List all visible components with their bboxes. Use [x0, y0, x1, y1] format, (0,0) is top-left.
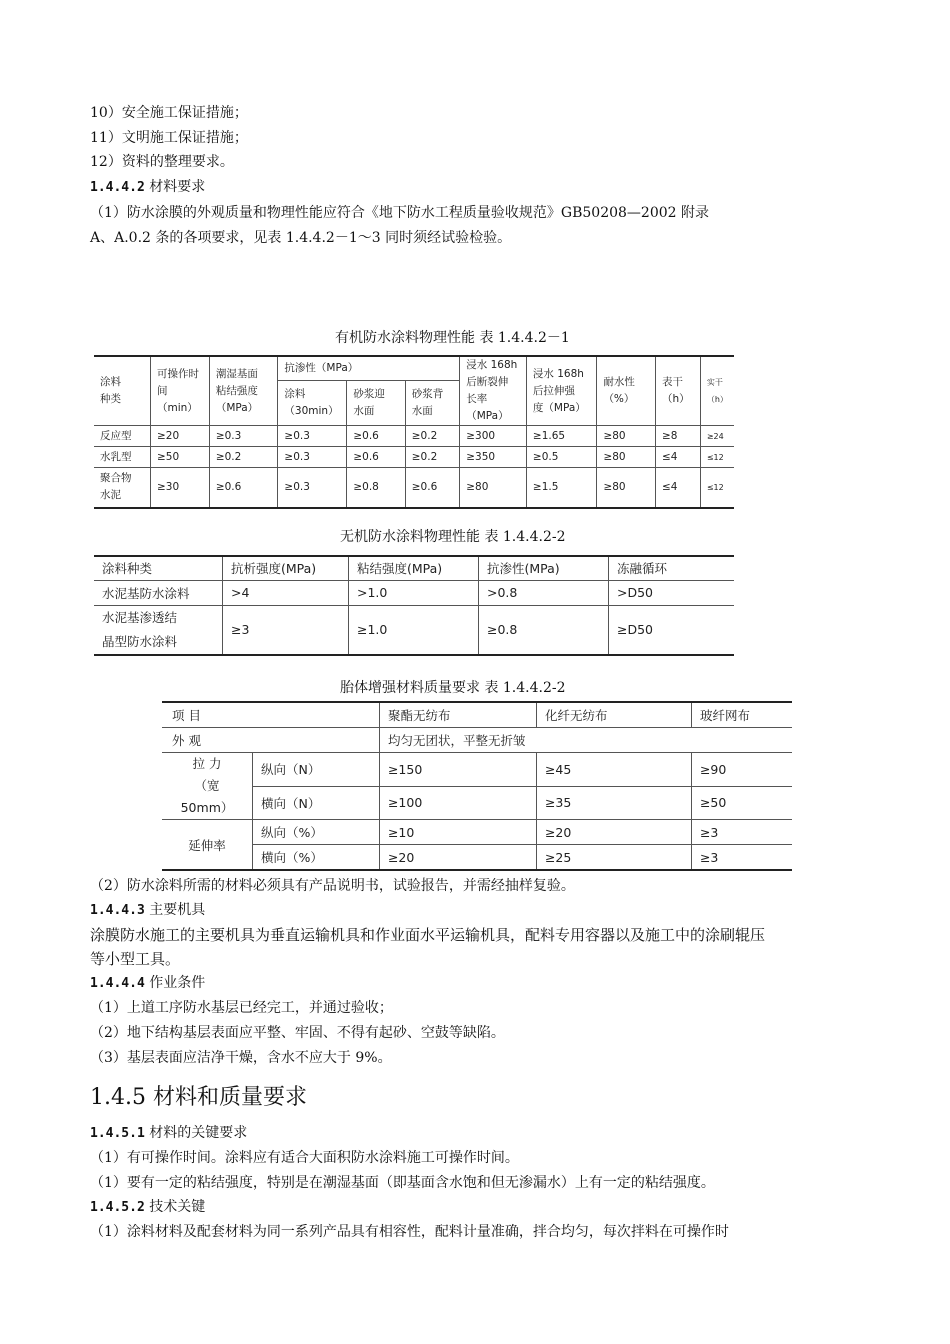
tech-key-1: （1）涂料材料及配套材料为同一系列产品具有相容性，配料计量准确，拌合均匀，每次拌料在可操作时: [90, 1224, 729, 1240]
table-row: [162, 845, 792, 871]
section-number: 1.4.4.3: [90, 903, 145, 918]
cell-imp-c: ≥0.6: [405, 468, 460, 508]
cell-imp-c: ≥0.2: [405, 426, 460, 447]
paragraph-1-cont: A、A.0.2 条的各项要求，见表 1.4.4.2－1～3 同时须经试验检验。: [90, 230, 512, 246]
hdr-time-1: 可操作时: [156, 367, 199, 380]
hdr-elong-1: 浸水 168h: [466, 359, 518, 371]
hdr-dry-1: 表干: [661, 376, 683, 388]
cell-hard: ≤12: [700, 468, 734, 508]
table1-caption: 有机防水涂料物理性能 表 1.4.4.2－1: [335, 330, 570, 346]
cell-synthetic: ≥45: [536, 753, 691, 787]
cell-synthetic: ≥35: [536, 786, 691, 820]
cell-elong: ≥300: [460, 426, 527, 447]
section-number: 1.4.4.4: [90, 976, 145, 991]
table-row: [162, 753, 792, 787]
hdr-synthetic: 化纤无纺布: [536, 702, 691, 728]
section-title: 作业条件: [144, 975, 206, 991]
cell-imp-b: ≥0.6: [347, 426, 405, 447]
section-title: 材料要求: [144, 179, 206, 195]
cell-appearance-value: 均匀无团状，平整无折皱: [379, 728, 792, 753]
hdr-wet-1: 潮湿基面: [215, 367, 258, 380]
section-1452-heading: [90, 1197, 205, 1218]
cell-name: 水泥基防水涂料: [94, 580, 223, 605]
list-item-10: 10）安全施工保证措施；: [90, 105, 248, 121]
cell-direction: 横向（%）: [253, 845, 380, 871]
cell-name: [94, 605, 223, 655]
section-title: 技术关键: [144, 1199, 206, 1215]
condition-1: （1）上道工序防水基层已经完工，并通过验收；: [90, 1000, 393, 1016]
table-row: [94, 580, 734, 605]
cell-bond: ≥1.0: [349, 605, 479, 655]
cell-flexural: >4: [223, 580, 349, 605]
hdr-tens-3: 度（MPa）: [532, 401, 586, 414]
section-1442-heading: [90, 177, 205, 198]
hdr-type-2: 种类: [100, 393, 121, 405]
tension-label-1: 拉 力: [192, 756, 222, 771]
cell-wet: ≥0.3: [209, 426, 278, 447]
paragraph-3-cont: 等小型工具。: [90, 950, 181, 968]
hdr-imp-b1: 砂浆迎: [353, 387, 385, 400]
section-number: 1.4.5.2: [90, 1200, 145, 1215]
cell-tens: ≥1.5: [526, 468, 597, 508]
hdr-imp-a1: 涂料: [284, 387, 306, 400]
cell-hard: ≤12: [700, 447, 734, 468]
cell-polyester: ≥100: [379, 786, 536, 820]
condition-2: （2）地下结构基层表面应平整、牢固、不得有起砂、空鼓等缺陷。: [90, 1025, 505, 1041]
hdr-tens-1: 浸水 168h: [532, 367, 584, 380]
cell-polyester: ≥20: [379, 845, 536, 871]
hdr-type-1: 涂料: [100, 376, 121, 388]
table-row: [162, 786, 792, 820]
cell-dry: ≤4: [655, 447, 700, 468]
hdr-hard-2: （h）: [706, 395, 728, 404]
cell-name: 水乳型: [94, 447, 150, 468]
section-number: 1.4.4.2: [90, 180, 145, 195]
hdr-water-2: （%）: [603, 393, 635, 405]
cell-direction: 横向（N）: [253, 786, 380, 820]
cell-imp-b: ≥0.8: [347, 468, 405, 508]
cell-name-1: 水泥基渗透结: [102, 609, 178, 625]
organic-coating-table: [94, 355, 734, 509]
paragraph-2: （2）防水涂料所需的材料必须具有产品说明书，试验报告，并需经抽样复验。: [90, 878, 575, 894]
hdr-wet-2: 粘结强度: [215, 384, 258, 397]
cell-elong: ≥350: [460, 447, 527, 468]
cell-glass-fiber: ≥90: [691, 753, 792, 787]
cell-wet: ≥0.2: [209, 447, 278, 468]
cell-direction: 纵向（N）: [253, 753, 380, 787]
cell-name-2: 水泥: [100, 489, 121, 502]
paragraph-3: 涂膜防水施工的主要机具为垂直运输机具和作业面水平运输机具，配料专用容器以及施工中的涂刷辊压: [90, 926, 766, 944]
hdr-type: 涂料种类: [102, 561, 153, 577]
cell-synthetic: ≥25: [536, 845, 691, 871]
section-1444-heading: [90, 973, 205, 994]
cell-glass-fiber: ≥3: [691, 820, 792, 845]
hdr-imp-b2: 水面: [353, 404, 375, 417]
hdr-wet-3: （MPa）: [215, 401, 259, 414]
requirement-2: （1）要有一定的粘结强度，特别是在潮湿基面（即基面含水饱和但无渗漏水）上有一定的粘结强度。: [90, 1175, 715, 1191]
hdr-hard-1: 实干: [706, 378, 723, 387]
section-1451-heading: [90, 1123, 247, 1144]
cell-imp-a: ≥0.3: [278, 426, 347, 447]
cell-name-1: 聚合物: [100, 472, 132, 485]
cell-water: ≥80: [597, 447, 656, 468]
table-row: [94, 426, 734, 447]
section-title: 材料的关键要求: [144, 1125, 248, 1141]
hdr-bond: 粘结强度(MPa): [349, 556, 479, 580]
cell-impermeability: >0.8: [479, 580, 609, 605]
table-row: [94, 447, 734, 468]
section-1443-heading: [90, 900, 205, 921]
cell-tens: ≥1.65: [526, 426, 597, 447]
cell-dry: ≥8: [655, 426, 700, 447]
cell-glass-fiber: ≥3: [691, 845, 792, 871]
hdr-elong-3: 长率（MPa）: [466, 393, 509, 422]
cell-flexural: ≥3: [223, 605, 349, 655]
hdr-tens-2: 后拉伸强: [532, 384, 575, 397]
hdr-glass-fiber: 玻纤网布: [691, 702, 792, 728]
cell-direction: 纵向（%）: [253, 820, 380, 845]
table-row: [94, 605, 734, 655]
cell-hard: ≥24: [700, 426, 734, 447]
condition-3: （3）基层表面应洁净干燥，含水不应大于 9%。: [90, 1050, 392, 1066]
hdr-elong-2: 后断裂伸: [466, 376, 509, 388]
table2-caption: 无机防水涂料物理性能 表 1.4.4.2-2: [340, 529, 566, 545]
cell-dry: ≤4: [655, 468, 700, 508]
reinforcement-table: [162, 701, 792, 871]
cell-imp-b: ≥0.6: [347, 447, 405, 468]
hdr-time-2: 间（min）: [156, 384, 198, 414]
hdr-flexural: 抗析强度(MPa): [223, 556, 349, 580]
heading-145: 1.4.5 材料和质量要求: [90, 1085, 307, 1110]
cell-elong: ≥80: [460, 468, 527, 508]
cell-imp-c: ≥0.2: [405, 447, 460, 468]
cell-freeze-thaw: >D50: [609, 580, 735, 605]
hdr-imp-c2: 水面: [411, 404, 433, 417]
hdr-imp-c1: 砂浆背: [411, 387, 444, 400]
table-row: [94, 468, 734, 508]
cell-synthetic: ≥20: [536, 820, 691, 845]
table-row: [162, 728, 792, 753]
cell-name-2: 晶型防水涂料: [102, 633, 178, 649]
cell-time: ≥50: [150, 447, 209, 468]
paragraph-1: （1）防水涂膜的外观质量和物理性能应符合《地下防水工程质量验收规范》GB50208—2002 附录: [90, 205, 709, 221]
cell-imp-a: ≥0.3: [278, 447, 347, 468]
section-title: 主要机具: [144, 902, 206, 918]
cell-time: ≥30: [150, 468, 209, 508]
hdr-item: 项 目: [172, 708, 201, 723]
tension-label-2: （宽 50mm）: [180, 778, 234, 815]
cell-freeze-thaw: ≥D50: [609, 605, 735, 655]
cell-time: ≥20: [150, 426, 209, 447]
hdr-water-1: 耐水性: [603, 376, 635, 388]
hdr-dry-2: （h）: [661, 393, 690, 405]
table3-caption: 胎体增强材料质量要求 表 1.4.4.2-2: [340, 680, 566, 696]
cell-appearance-label: 外 观: [162, 728, 379, 753]
cell-imp-a: ≥0.3: [278, 468, 347, 508]
cell-impermeability: ≥0.8: [479, 605, 609, 655]
inorganic-coating-table: [94, 555, 734, 656]
list-item-11: 11）文明施工保证措施；: [90, 130, 248, 146]
cell-polyester: ≥150: [379, 753, 536, 787]
elong-label: 延伸率: [162, 820, 253, 871]
cell-tens: ≥0.5: [526, 447, 597, 468]
cell-name: [94, 468, 150, 508]
cell-water: ≥80: [597, 468, 656, 508]
cell-bond: >1.0: [349, 580, 479, 605]
cell-name: 反应型: [94, 426, 150, 447]
hdr-impermeability: 抗渗性(MPa): [479, 556, 609, 580]
cell-glass-fiber: ≥50: [691, 786, 792, 820]
cell-polyester: ≥10: [379, 820, 536, 845]
cell-wet: ≥0.6: [209, 468, 278, 508]
hdr-polyester: 聚酯无纺布: [379, 702, 536, 728]
requirement-1: （1）有可操作时间。涂料应有适合大面积防水涂料施工可操作时间。: [90, 1150, 519, 1166]
table-row: [162, 820, 792, 845]
list-item-12: 12）资料的整理要求。: [90, 154, 234, 170]
hdr-impermeability: 抗渗性（MPa）: [278, 356, 460, 380]
section-number: 1.4.5.1: [90, 1126, 145, 1141]
hdr-imp-a2: （30min）: [284, 404, 339, 417]
cell-water: ≥80: [597, 426, 656, 447]
hdr-freeze-thaw: 冻融循环: [609, 556, 735, 580]
